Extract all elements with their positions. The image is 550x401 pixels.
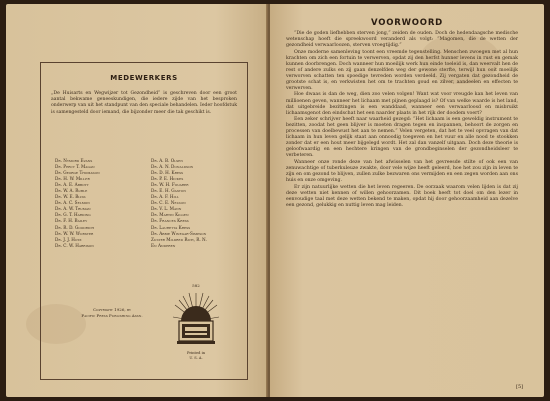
publisher-logo — [171, 283, 221, 361]
contributors-box — [40, 62, 248, 380]
contributor-name: Dr. W. W. Worster — [55, 230, 94, 236]
contributor-name: Dr. F. H. Bailey — [55, 218, 88, 224]
foreword-paragraph: “Die de goden liefhebben sterven jong,” zeiden de ouden. Doch de hedendaagsche medische wetenschap hoeft die spreekwoord veranderd als volgt: “Magomen, die de wetten der gezondheid verwaarloozen, sterven vroegtijdig.” — [286, 31, 518, 49]
contributor-name: Dr. George Thomason — [55, 170, 100, 176]
contributor-name: Dr. P. E. Hickes — [151, 176, 184, 182]
contributor-name: Dr. R. D. Goodrich — [55, 224, 94, 230]
contributor-name: Dr. W. A. Ruble — [55, 188, 88, 194]
contributors-intro: „De Huisarts en Wegwijzer tot Gezondheid” is geschreven door een groot aantal bekwame geneeskundigen, die iedere zijde van het besproken onderwerp van uit het standpunt van den speciale behandelen. Ieder hoofdstuk is samengesteld door iemand, die bijzonder meer die tak geschikt is. — [51, 91, 237, 115]
copyright-notice: Copyright 1926, by Pacific Press Publishing Assn. — [81, 307, 143, 318]
contributor-name: Dr. G. T. Harding — [55, 212, 91, 218]
contributor-name: Zuster Mildred Rich, R. N. — [151, 236, 207, 242]
press-emblem-icon — [171, 291, 221, 349]
contributor-name: Dr. A. B. Olsen — [151, 158, 183, 163]
foreword-paragraph: Onze moderne samenleving toont een vreemde tegenstelling. Menschen zwoegen met al hun krachten om zich een fortuin te verwerven, opdat zij den herfst hunner levens in rust en gemak kunnen doorbrengen. Doch wanneer hun moeilijk werk hun einde toeleid is, dan weervalt hen de rest of andere zulks en zij gaan denzelfden weg der gewone sterfte, terwijl hun ooit moeilijk verworven schatten ten spoedige tevreden worden verdeeld. Zij vergaten dat gezondheid de grootste schat is, en verkwisten het om te trachten goud en zilver, aandeelen en effecten te verwerven. — [286, 49, 518, 91]
contributor-name: Dr. A. C. Selmon — [55, 200, 90, 206]
contributor-name: Dr. Martin Kilgen — [151, 212, 189, 218]
right-page — [270, 4, 544, 397]
contributor-name: Dr. Percy T. Magan — [55, 164, 95, 170]
logo-number: 582 — [192, 283, 200, 288]
contributor-name: Dr. H. W. Miller — [55, 176, 90, 182]
contributor-name: Dr. W. H. Fouarer — [151, 182, 189, 188]
contributor-name: En Anderen — [151, 242, 176, 248]
contributors-list — [55, 158, 239, 249]
foreword-paragraph: Er zijn natuurlijke wetten die het leven regeeren. De oorzaak waarom velen lijden is dat zij deze wetten niet kennen of willen gehoorzamen. Dit boek heeft tot doel om den lezer in eenvoudige taal met deze wetten bekend te maken, opdat hij door gehoorzaamheid aan dezelve een gezond, gelukkig en nuttig leven mag leiden. — [286, 184, 518, 208]
contributor-name: Dr. Lauretta Kress — [151, 224, 191, 230]
page-number: [5] — [516, 384, 524, 390]
foreword-paragraph: Wanneer onze ronde deze van het afwisselen van het gevreesde stilte of ook een van zenuwachtige of tuberkuleuze zwakte, door vele wijze heeft geleerd, hoe het zou zijn in leven te zijn en om gezond te blijven, zullen zulke bezwaren ons vermijden en een zegen worden aan ons huis en onze omgeving. — [286, 159, 518, 184]
printed-in-caption: Printed in U. S. A. — [186, 351, 206, 360]
contributor-name: Dr. Frances Kress — [151, 218, 189, 224]
contributor-name: Dr. A. F. Hill — [151, 194, 179, 200]
contributors-heading: MEDEWERKERS — [110, 74, 178, 82]
foreword-body — [286, 31, 518, 209]
contributor-name: Dr. C. E. Nelson — [151, 200, 186, 206]
foreword-paragraph: Hoe dwaas is dan de weg, dien zoo velen volgen! Want wat voor vreugde kan het leven van millioenen geven, wanneer het lichaam met pijnen geplaagd is? Of van welke waarde is het land, dat uitgebreide bezittingen is een wanddaad, wanneer een verwaarloosd en misbruikt lichaamsgenot den eindschat het een naarder plaats in het rijk der doodem voert? — [286, 92, 518, 116]
contributor-name: Dr. Abbie Winegar-Simpson — [151, 230, 207, 236]
contributor-name: Dr. A. W. Truman — [55, 206, 91, 212]
contributor-name: Dr. C. W. Harrison — [55, 242, 94, 248]
foreword-heading: VOORWOORD — [370, 18, 444, 28]
contributor-name: Dr. V. L. Mann — [151, 206, 182, 212]
contributor-name: Dr. Nymord Evans — [55, 158, 93, 163]
left-page — [6, 4, 268, 397]
foreword-paragraph: Een zeker schrijver heeft naar waarheid gezegd: “Het lichaam is een geweldig instrument te bezitten, zoodat het geen blijver is moeten dragen tegen en inspannen, behoort de zorgen en processen van doelbewust het aan te nemen.” Velen vergeten, dat het te veel opvragen van dat lichaam in hun leven gelijk staat aan onnoodig toegeven en het vuur en alle nood te stookken zonder dat er een hout meer bijgelegd wordt. Het zal dan vanzelf uitgaan. Doch deze theorie is geloofwaardig en een hechtere kringen van de grondbeginselen der gezondheidsleer te verbeteren. — [286, 117, 518, 159]
contributor-name: Dr. E. H. Gaston — [151, 188, 186, 194]
contributor-name: Dr. A. E. Abbott — [55, 182, 89, 188]
contributor-name: Dr. W. E. Bliss — [55, 194, 86, 200]
contributor-name: Dr. A. N. Donaldson — [151, 164, 194, 170]
contributor-name: Dr. D. H. Kress — [151, 170, 184, 176]
contributor-name: Dr. J. J. Hotz — [55, 236, 82, 242]
